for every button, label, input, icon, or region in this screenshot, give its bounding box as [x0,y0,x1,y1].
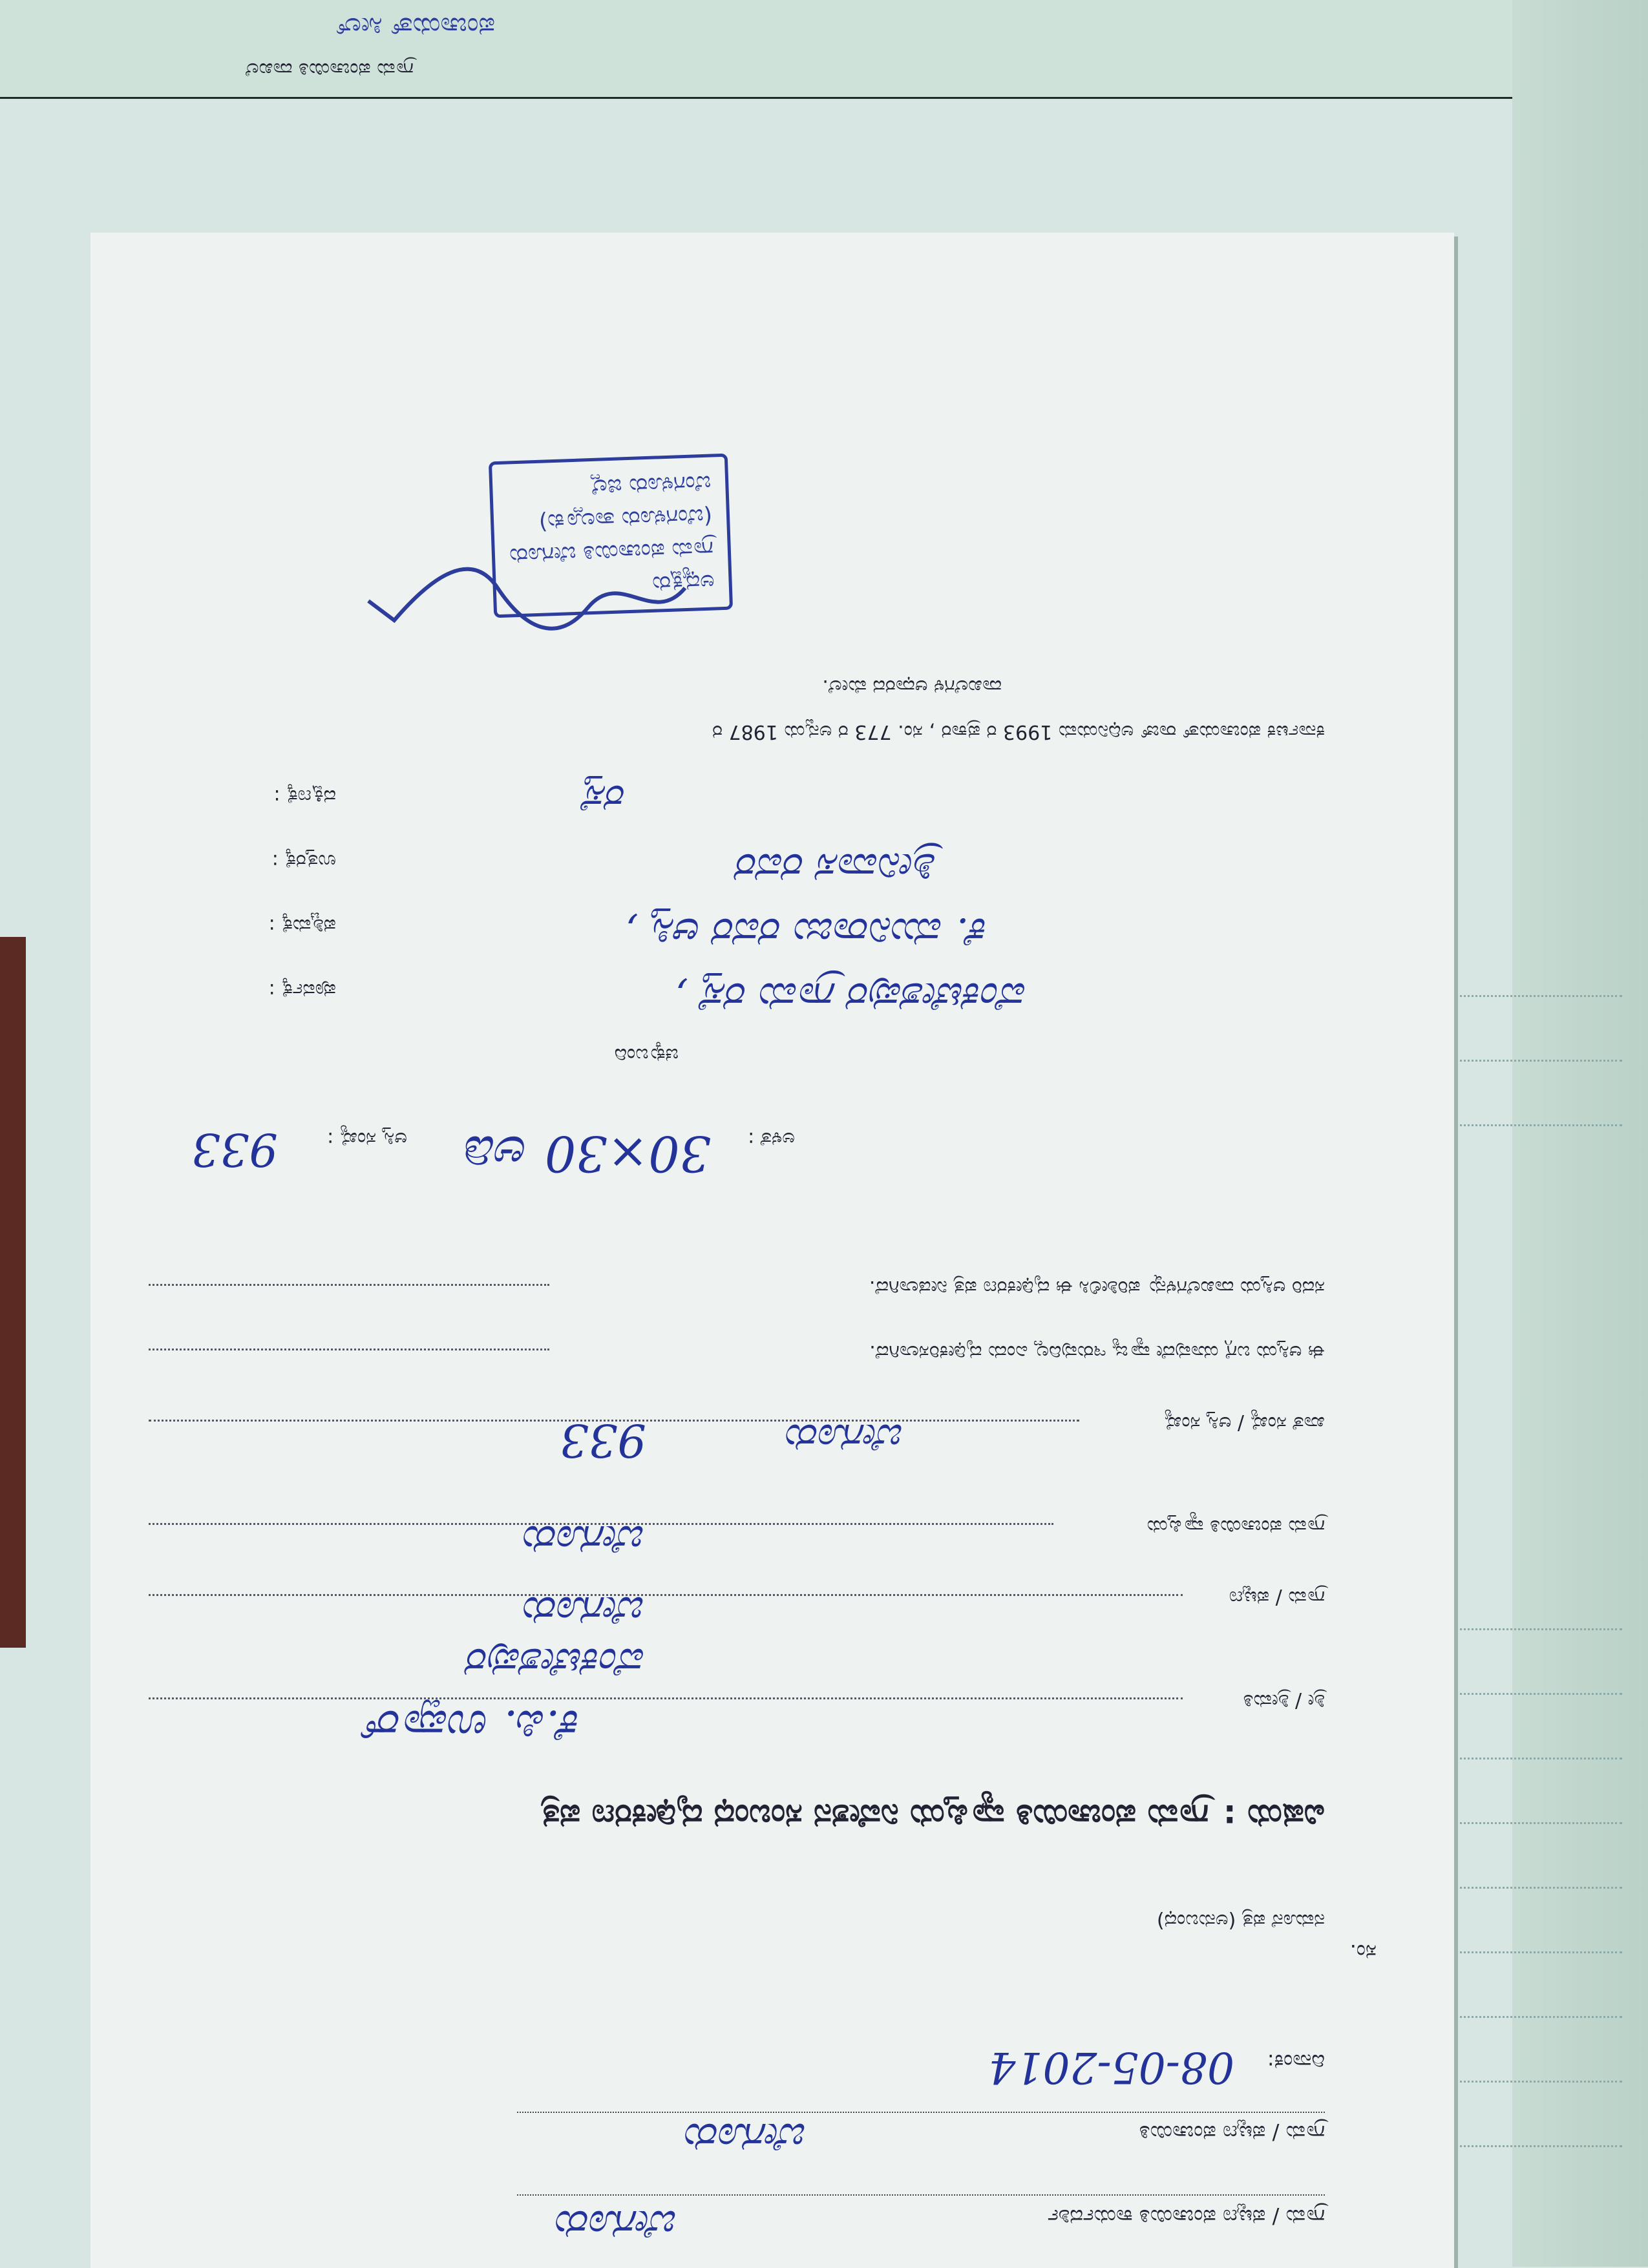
boundaries-heading: ಚಕ್ಕುಬಂದಿ [614,1044,679,1066]
line4-handwritten-name: ಬೇಗೂರು [787,1415,905,1460]
east-label: ಪೂರ್ವಕ್ಕೆ : [268,979,336,1002]
footer-handwritten-1: ಬೇಗೂರು [556,2201,679,2249]
fill-line [149,1594,1183,1596]
form-subtitle: ನಮೂನೆ ಪತ್ರ (ಅನುಬಂಧ) [1156,1909,1325,1932]
background-top-strip [0,0,1648,99]
form-number: ಸಂ. [1349,1940,1377,1964]
line2-handwritten: ಬೇಗೂರು [524,1588,646,1635]
fill-line [149,1349,549,1350]
fill-line [149,1697,1183,1699]
measurement-value: 30×30 ಅಡಿ [465,1125,711,1182]
stamp-line-2: ಗ್ರಾಮ ಪಂಚಾಯಿತಿ ಬೇಗೂರು [509,536,714,569]
stamp-line-4: ಬೆಂಗಳೂರು ಜಿಲ್ಲೆ [589,470,712,501]
south-value: ರಸ್ತೆ [582,777,627,821]
background-right-page [1512,0,1648,2267]
east-value: ವೆಂಕಟೇಶಪುರ ಗ್ರಾಮ ರಸ್ತೆ , [675,974,1028,1021]
heading-title: ಗ್ರಾಮ ಪಂಚಾಯಿತಿ ವ್ಯಾಪ್ತಿಯ ನಿವೇಶನ ಸಂಬಂಧ ದೃಢೀಕರಣ ಪತ್ರ [541,1798,1209,1835]
west-label: ಪಶ್ಚಿಮಕ್ಕೆ : [268,914,336,937]
property-no-value: 933 [191,1123,278,1176]
heading-label: ವಿಷಯ : [1223,1798,1325,1835]
north-label: ಉತ್ತರಕ್ಕೆ : [271,850,336,872]
line1-handwritten-2: ವೆಂಕಟೇಶಪುರ [468,1639,646,1686]
line1-label: ಶ್ರೀ / ಶ್ರೀಮತಿ [1243,1690,1325,1712]
fill-line [149,1284,549,1286]
date-value: 08-05-2014 [988,2042,1234,2092]
top-document-text: ಗ್ರಾಮ ಪಂಚಾಯಿತಿ ದಾಖಲೆ [246,58,414,81]
date-label: ದಿನಾಂಕ: [1267,2050,1325,2074]
signature-scribble [355,562,692,640]
signature-line [517,2194,1325,2196]
line4-label: ಖಾತೆ ಸಂಖ್ಯೆ / ಆಸ್ತಿ ಸಂಖ್ಯೆ [1164,1412,1325,1434]
footer-handwritten-2: ಬೇಗೂರು [686,2114,808,2161]
line1-handwritten: ಕೆ.ಪಿ. ಉಪ್ಪಾರ್ [364,1700,582,1751]
line2-label: ಗ್ರಾಮ / ಪಟ್ಟಣ [1229,1586,1325,1609]
property-no-label: ಆಸ್ತಿ ಸಂಖ್ಯೆ : [327,1128,407,1150]
line3-label: ಗ್ರಾಮ ಪಂಚಾಯಿತಿ ವ್ಯಾಪ್ತಿಯ [1146,1515,1325,1538]
fill-line [149,1523,1053,1525]
stamp-line-3: (ಬೆಂಗಳೂರು ತಾಲ್ಲೂಕು) [538,503,713,535]
legal-note-2: ದಾಖಲೆಗಳ ಆಧಾರದ ಮೇಲೆ. [822,675,1002,698]
document-page [90,233,1454,2268]
line4-handwritten-number: 933 [560,1414,646,1467]
south-label: ದಕ್ಷಿಣಕ್ಕೆ : [273,785,336,808]
stamp-line-1: ಅಧ್ಯಕ್ಷರು [651,569,715,597]
measurement-label: ಅಳತೆ : [748,1128,795,1150]
fill-line [149,1420,1079,1422]
west-value: ಕೆ. ಮುನಿರಾಜು ರವರ ಆಸ್ತಿ , [625,909,989,956]
legal-note: ಕರ್ನಾಟಕ ಪಂಚಾಯತ್ ರಾಜ್ ಅಧಿನಿಯಮ 1993 ರ ಪ್ರಕಾರ , ಸಂ. 773 ರ ಅನ್ವಯ 1987 ರ [712,720,1325,743]
line5-text: ಈ ಆಸ್ತಿಯ ಬಗ್ಗೆ ಯಾವುದೇ ವ್ಯಾಜ್ಯ ಇರುವುದಿಲ್ಲ ಎಂದು ದೃಢೀಕರಿಸಲಾಗಿದೆ. [869,1341,1325,1363]
signature-line [517,2112,1325,2113]
background-dark-edge [0,937,26,1648]
footer-secretary-label: ಗ್ರಾಮ / ಪಟ್ಟಣ ಪಂಚಾಯಿತಿ ಕಾರ್ಯದರ್ಶಿ [1048,2205,1325,2229]
document-page-content [90,233,1454,2268]
footer-panchayat-label: ಗ್ರಾಮ / ಪಟ್ಟಣ ಪಂಚಾಯಿತಿ [1139,2121,1325,2145]
top-stamp-text: ಪಂಚಾಯತ್ ಸೀಲ್ [336,12,496,41]
north-value: ಶ್ರೀನಿವಾಸ ರವರ [737,845,937,892]
line6-text: ಸದರಿ ಆಸ್ತಿಯ ದಾಖಲೆಗಳನ್ನು ಪರಿಶೀಲಿಸಿ ಈ ದೃಢೀಕರಣ ಪತ್ರ ನೀಡಲಾಗಿದೆ. [869,1276,1325,1299]
line3-handwritten: ಬೇಗೂರು [524,1517,646,1564]
